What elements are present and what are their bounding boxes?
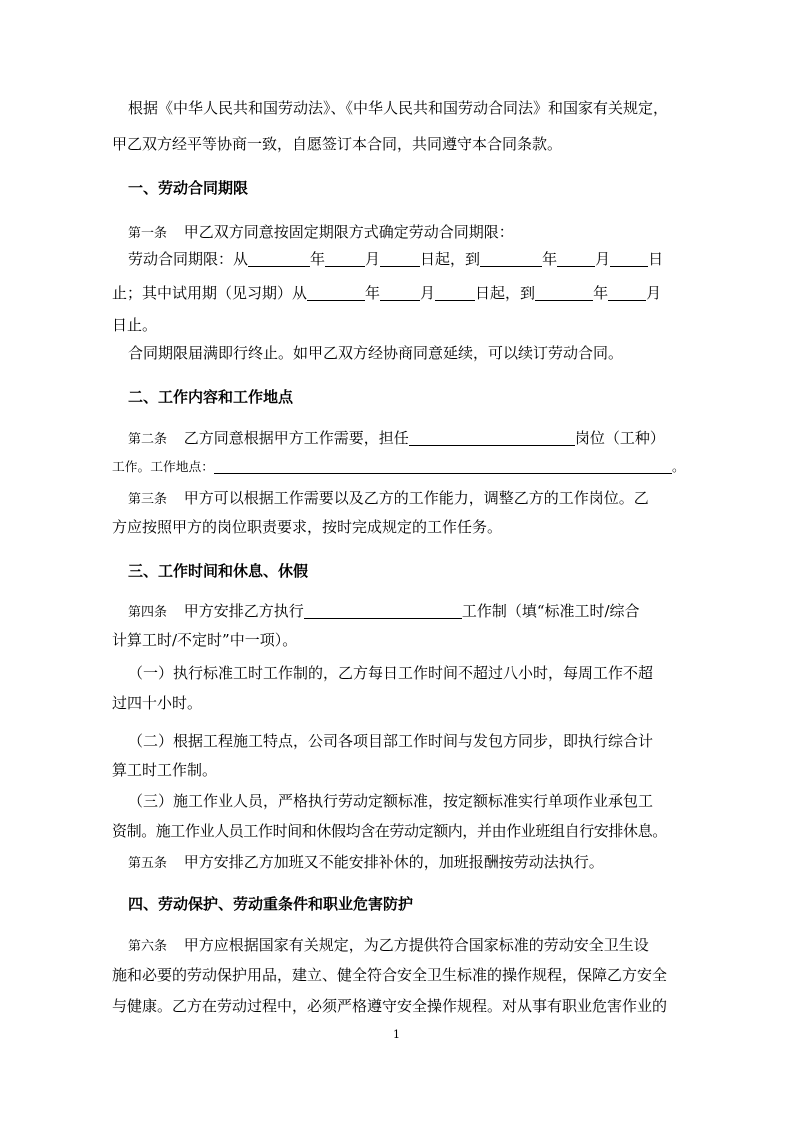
- section-heading: 四、劳动保护、劳动重条件和职业危害防护: [128, 895, 414, 913]
- trial-end-month-blank[interactable]: [608, 284, 646, 301]
- item-2: （二）根据工程施工特点，公司各项目部工作时间与发包方同步，即执行综合计: [128, 732, 654, 750]
- section-heading: 三、工作时间和休息、休假: [128, 562, 309, 580]
- article-6: 第六条 甲方应根据国家有关规定，为乙方提供符合国家标准的劳动安全卫生设: [128, 936, 649, 954]
- start-month-blank[interactable]: [325, 250, 365, 267]
- item-1: （一）执行标准工时工作制的，乙方每日工作时间不超过八小时，每周工作不超: [128, 664, 654, 682]
- item-3-cont: 资制。施工作业人员工作时间和休假均含在劳动定额内，并由作业班组自行安排休息。: [112, 822, 667, 840]
- contract-term-line: 劳动合同期限：从 年 月 日起，到 年 月 日: [128, 250, 664, 268]
- work-place-blank[interactable]: [214, 457, 672, 474]
- trial-start-month-blank[interactable]: [380, 284, 420, 301]
- start-day-blank[interactable]: [380, 250, 420, 267]
- work-place-line: 工作。工作地点： 。: [112, 457, 686, 479]
- item-1-cont: 过四十小时。: [112, 694, 203, 712]
- position-blank[interactable]: [409, 429, 575, 446]
- trial-period-end: 日止。: [112, 316, 158, 334]
- article-6-cont: 施和必要的劳动保护用品，建立、健全符合安全卫生标准的操作规程，保障乙方安全: [112, 966, 668, 984]
- end-year-blank[interactable]: [480, 250, 542, 267]
- intro-paragraph-cont: 甲乙双方经平等协商一致，自愿签订本合同，共同遵守本合同条款。: [112, 135, 563, 153]
- article-5: 第五条 甲方安排乙方加班又不能安排补休的，加班报酬按劳动法执行。: [128, 853, 604, 871]
- article-2: 第二条 乙方同意根据甲方工作需要，担任 岗位（工种）: [128, 429, 665, 447]
- intro-paragraph: 根据《中华人民共和国劳动法》、《中华人民共和国劳动合同法》和国家有关规定，: [128, 99, 669, 117]
- work-system-blank[interactable]: [304, 602, 462, 619]
- start-year-blank[interactable]: [248, 250, 310, 267]
- section-heading: 二、工作内容和工作地点: [128, 388, 294, 406]
- end-month-blank[interactable]: [557, 250, 595, 267]
- article-1: 第一条 甲乙双方同意按固定期限方式确定劳动合同期限：: [128, 223, 514, 241]
- trial-period-line: 止；其中试用期（见习期）从 年 月 日起，到 年 月: [112, 284, 662, 302]
- end-day-blank[interactable]: [610, 250, 648, 267]
- page-number: 1: [393, 1028, 400, 1041]
- section-heading: 一、劳动合同期限: [128, 179, 249, 197]
- article-3-cont: 方应按照甲方的岗位职责要求，按时完成规定的工作任务。: [112, 518, 503, 536]
- article-4: 第四条 甲方安排乙方执行 工作制（填“标准工时/综合: [128, 602, 640, 620]
- item-3: （三）施工作业人员，严格执行劳动定额标准，按定额标准实行单项作业承包工: [128, 792, 654, 810]
- trial-end-year-blank[interactable]: [535, 284, 593, 301]
- article-6-cont: 与健康。乙方在劳动过程中，必须严格遵守安全操作规程。对从事有职业危害作业的: [112, 997, 668, 1015]
- renewal-clause: 合同期限届满即行终止。如甲乙双方经协商同意延续，可以续订劳动合同。: [128, 344, 624, 362]
- item-2-cont: 算工时工作制。: [112, 761, 218, 779]
- article-4-cont: 计算工时/不定时”中一项）。: [112, 631, 298, 649]
- article-3: 第三条 甲方可以根据工作需要以及乙方的工作能力，调整乙方的工作岗位。乙: [128, 489, 649, 507]
- trial-start-year-blank[interactable]: [307, 284, 365, 301]
- trial-start-day-blank[interactable]: [435, 284, 475, 301]
